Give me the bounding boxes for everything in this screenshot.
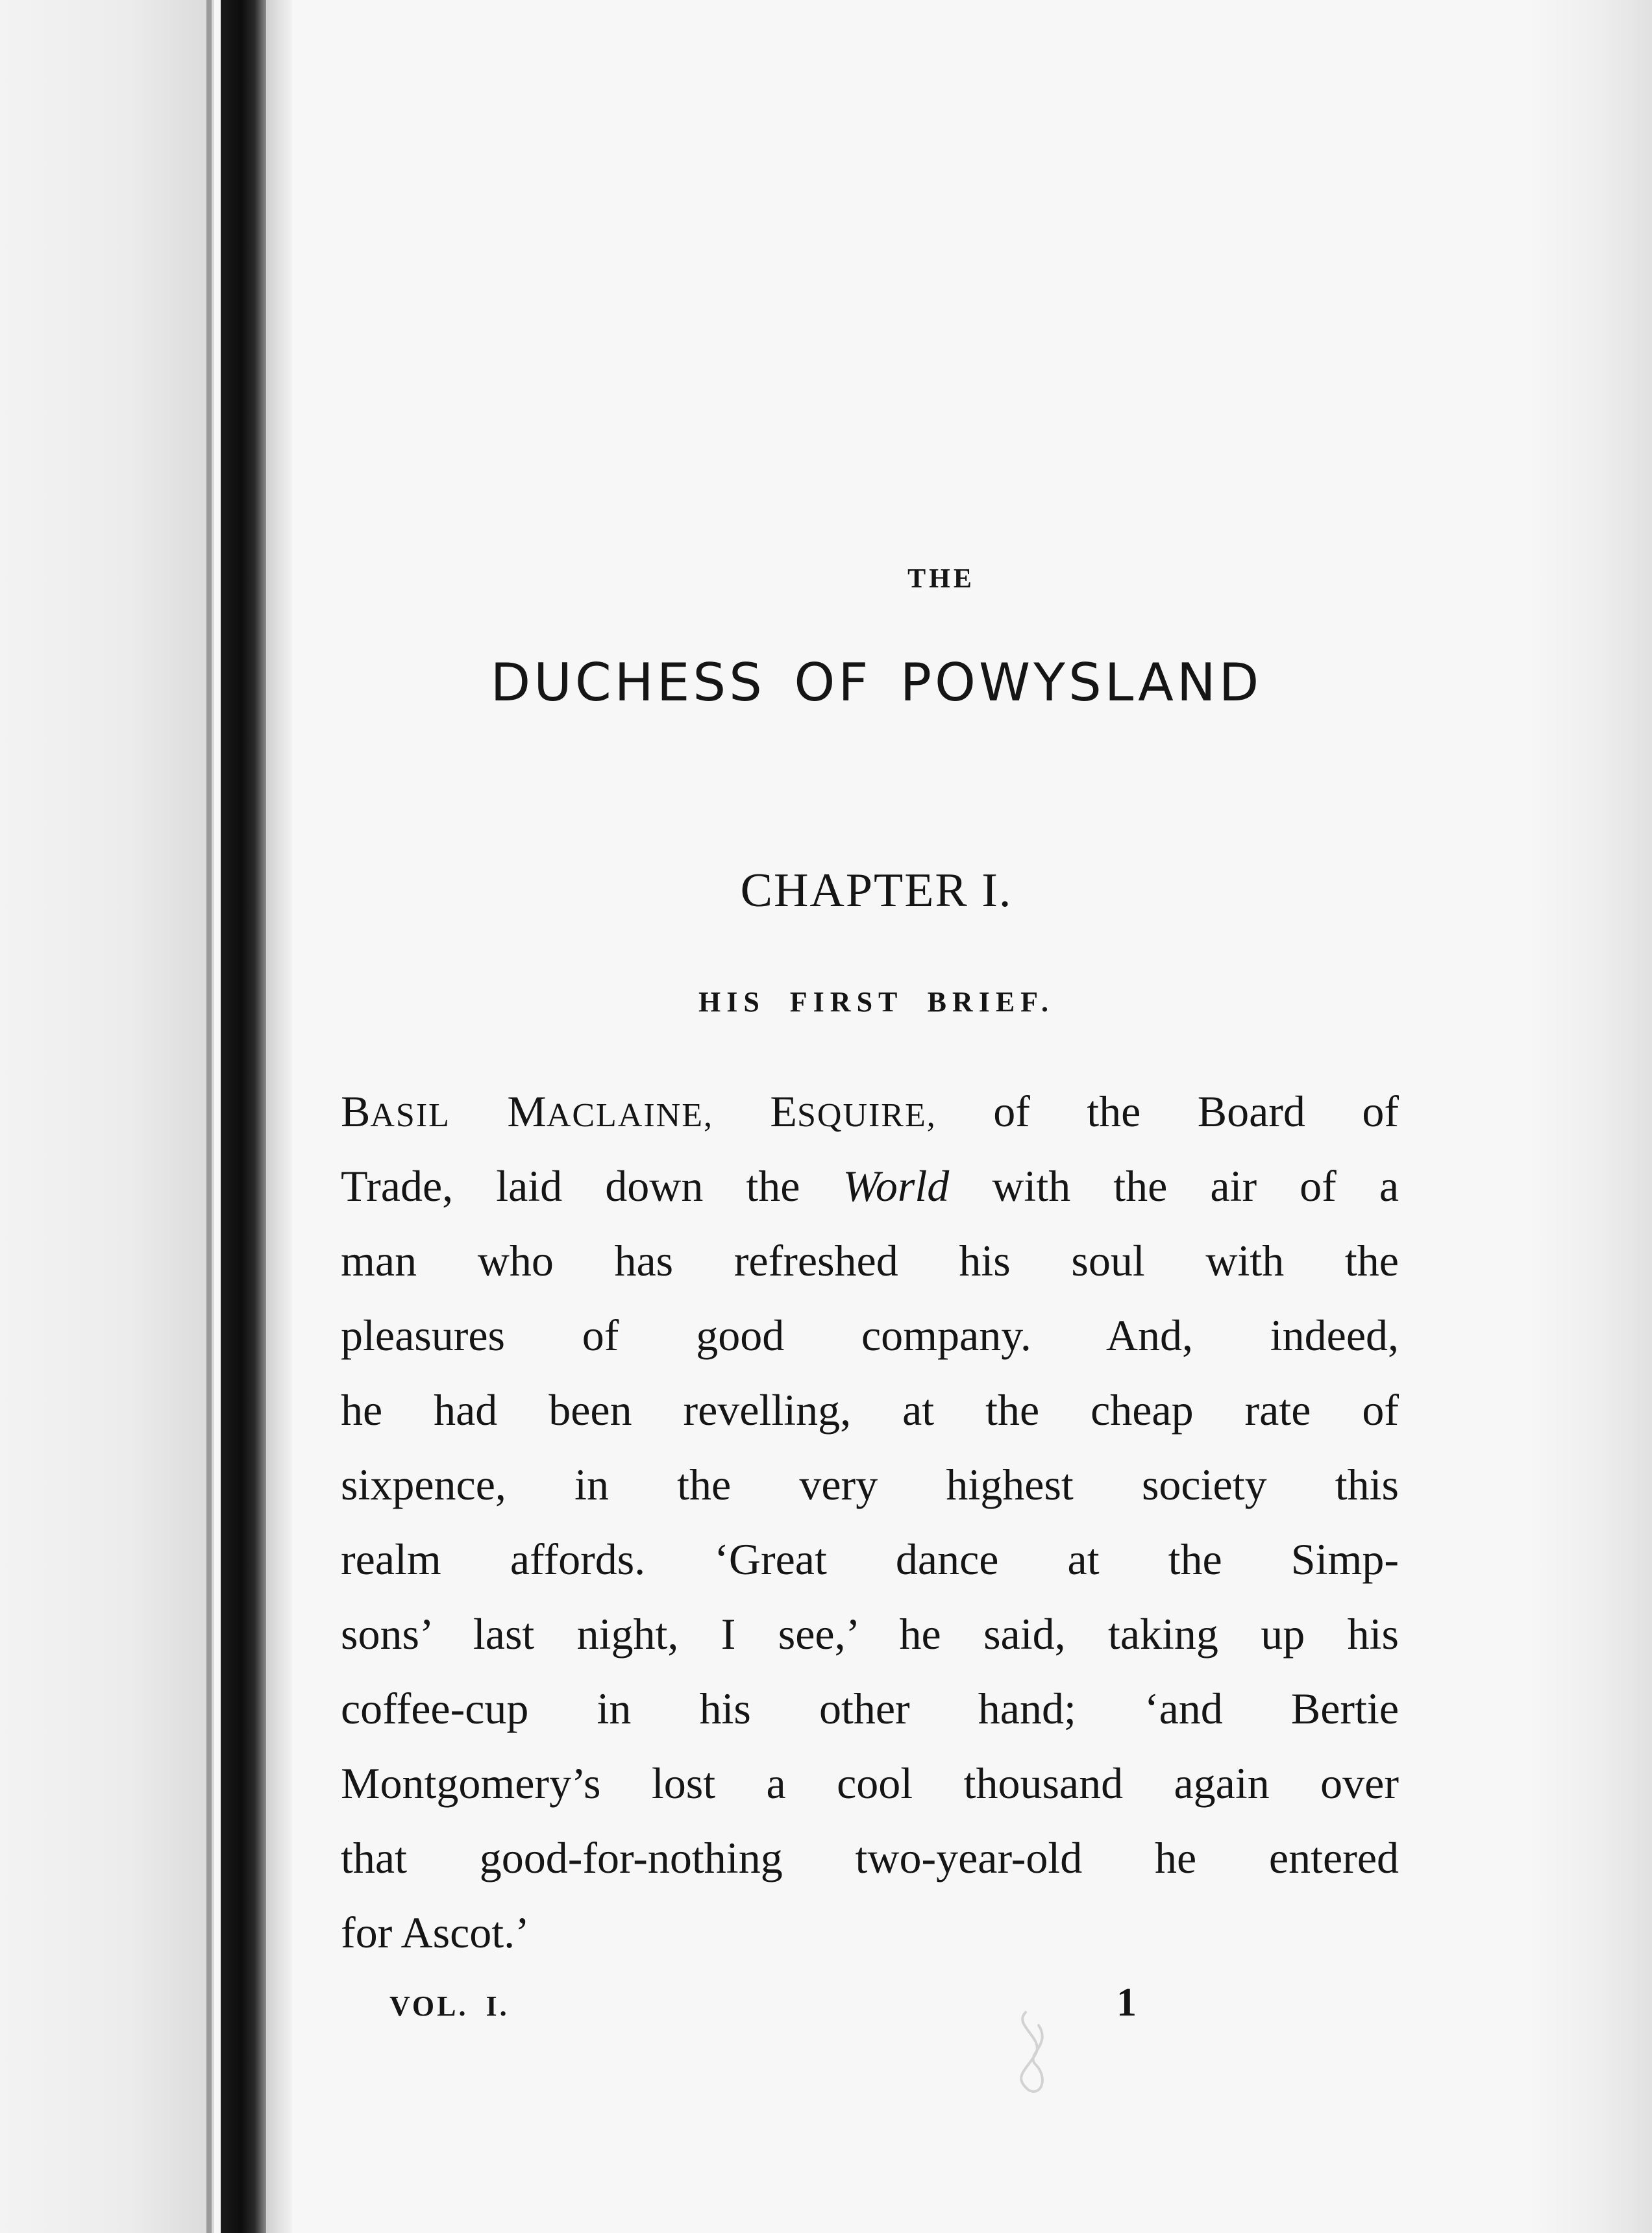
book-title: DUCHESS OF POWYSLAND xyxy=(490,652,1263,713)
page-number: 1 xyxy=(1116,1980,1137,2025)
text-line: BASIL MACLAINE, ESQUIRE, of the Board of xyxy=(341,1087,1399,1136)
text-line: for Ascot.’ xyxy=(341,1908,530,1957)
page-edge-line xyxy=(206,0,212,2233)
chapter-heading: CHAPTER I. xyxy=(740,864,1013,917)
text-line: coffee-cup in his other hand; ‘and Bertie xyxy=(341,1684,1399,1733)
page-edge-shadow xyxy=(1529,0,1652,2233)
chapter-title: HIS FIRST BRIEF. xyxy=(698,986,1055,1018)
text-line: Trade, laid down the World with the air of a xyxy=(341,1161,1399,1211)
text-line: realm affords. ‘Great dance at the Simp- xyxy=(341,1535,1399,1584)
text-line: man who has refreshed his soul with the xyxy=(341,1236,1399,1285)
previous-page-edge xyxy=(0,0,214,2233)
overhead-title: THE xyxy=(907,564,975,594)
body-text xyxy=(341,1074,1399,1970)
text-line: that good-for-nothing two-year-old he entered xyxy=(341,1833,1399,1882)
text-line: sons’ last night, I see,’ he said, taking up his xyxy=(341,1609,1399,1659)
text-line: sixpence, in the very highest society this xyxy=(341,1460,1399,1509)
text-line: pleasures of good company. And, indeed, xyxy=(341,1311,1399,1360)
text-line: he had been revelling, at the cheap rate of xyxy=(341,1385,1399,1435)
italic-title: World xyxy=(843,1161,950,1211)
book-page xyxy=(292,0,1525,2233)
text-line: Montgomery’s lost a cool thousand again over xyxy=(341,1758,1399,1808)
signature-mark: VOL. I. xyxy=(389,1990,510,2022)
binding-gutter xyxy=(221,0,266,2233)
pencil-scribble-icon xyxy=(1000,1999,1078,2103)
gutter-shadow xyxy=(266,0,292,2233)
